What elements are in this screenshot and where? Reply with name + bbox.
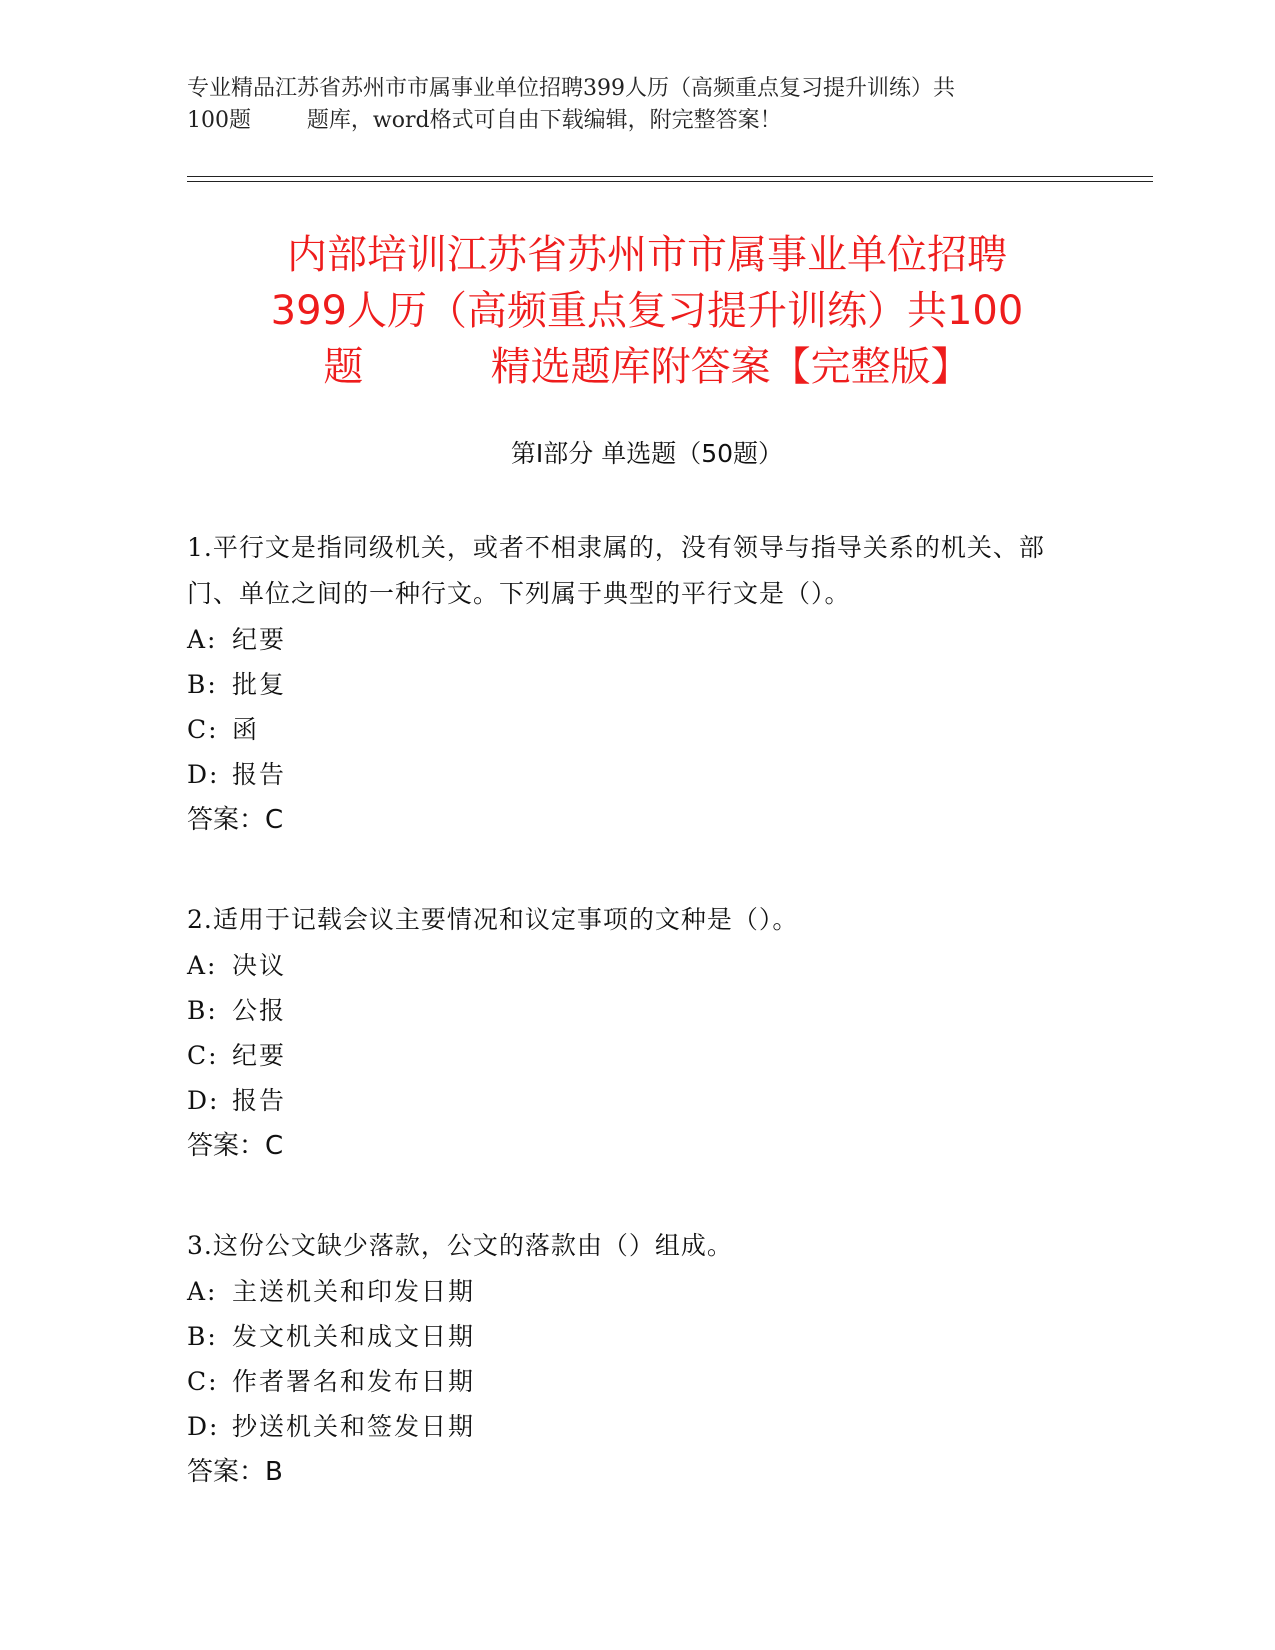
option-c: [187, 1033, 1067, 1078]
question-stem: 1.平行文是指同级机关，或者不相隶属的，没有领导与指导关系的机关、部门、单位之间的一种行文。下列属于典型的平行文是（）。: [187, 533, 1045, 608]
option-key: D:: [187, 1086, 220, 1115]
document-title: [187, 227, 1107, 395]
option-d: [187, 1404, 1067, 1449]
option-b: [187, 662, 1067, 707]
question-item: [187, 525, 1067, 843]
option-key: B:: [187, 670, 218, 699]
option-a: [187, 617, 1067, 662]
question-item: [187, 897, 1067, 1169]
option-d: [187, 752, 1067, 797]
option-key: C:: [187, 1367, 219, 1396]
answer-line: 答案：C: [187, 1131, 284, 1161]
option-text: 决议: [232, 951, 287, 980]
option-key: A:: [187, 625, 218, 654]
option-text: 作者署名和发布日期: [232, 1367, 476, 1396]
option-key: A:: [187, 1277, 218, 1306]
title-line-2: 399人历（高频重点复习提升训练）共100: [270, 288, 1024, 334]
option-text: 纪要: [232, 1041, 287, 1070]
option-text: 主送机关和印发日期: [232, 1277, 476, 1306]
option-text: 纪要: [232, 625, 287, 654]
option-text: 报告: [232, 760, 287, 789]
question-list: [187, 525, 1067, 1549]
option-text: 批复: [232, 670, 287, 699]
question-stem: 2.适用于记载会议主要情况和议定事项的文种是（）。: [187, 905, 799, 934]
header-note-line-1: 专业精品江苏省苏州市市属事业单位招聘399人历（高频重点复习提升训练）共: [187, 76, 955, 101]
option-text: 报告: [232, 1086, 287, 1115]
option-text: 抄送机关和签发日期: [232, 1412, 476, 1441]
option-key: B:: [187, 996, 218, 1025]
header-divider-bottom: [187, 181, 1153, 182]
header-note-line-2: 100题 题库，word格式可自由下载编辑，附完整答案！: [187, 108, 782, 133]
answer-line: 答案：B: [187, 1457, 283, 1487]
answer-line: 答案：C: [187, 805, 284, 835]
option-text: 发文机关和成文日期: [232, 1322, 476, 1351]
option-c: [187, 707, 1067, 752]
option-key: D:: [187, 1412, 220, 1441]
option-key: B:: [187, 1322, 218, 1351]
option-text: 函: [232, 715, 260, 744]
title-line-1: 内部培训江苏省苏州市市属事业单位招聘: [287, 232, 1007, 278]
section-heading: 第Ⅰ部分 单选题（50题）: [510, 439, 784, 468]
option-a: [187, 1269, 1067, 1314]
question-item: [187, 1223, 1067, 1495]
question-stem: 3.这份公文缺少落款，公文的落款由（）组成。: [187, 1231, 733, 1260]
title-line-3: 题 精选题库附答案【完整版】: [323, 344, 971, 390]
option-b: [187, 988, 1067, 1033]
option-a: [187, 943, 1067, 988]
option-b: [187, 1314, 1067, 1359]
option-key: D:: [187, 760, 220, 789]
option-key: C:: [187, 1041, 219, 1070]
header-divider-top: [187, 176, 1153, 177]
option-d: [187, 1078, 1067, 1123]
header-note: [187, 73, 1067, 137]
option-text: 公报: [232, 996, 287, 1025]
option-c: [187, 1359, 1067, 1404]
option-key: A:: [187, 951, 218, 980]
option-key: C:: [187, 715, 219, 744]
